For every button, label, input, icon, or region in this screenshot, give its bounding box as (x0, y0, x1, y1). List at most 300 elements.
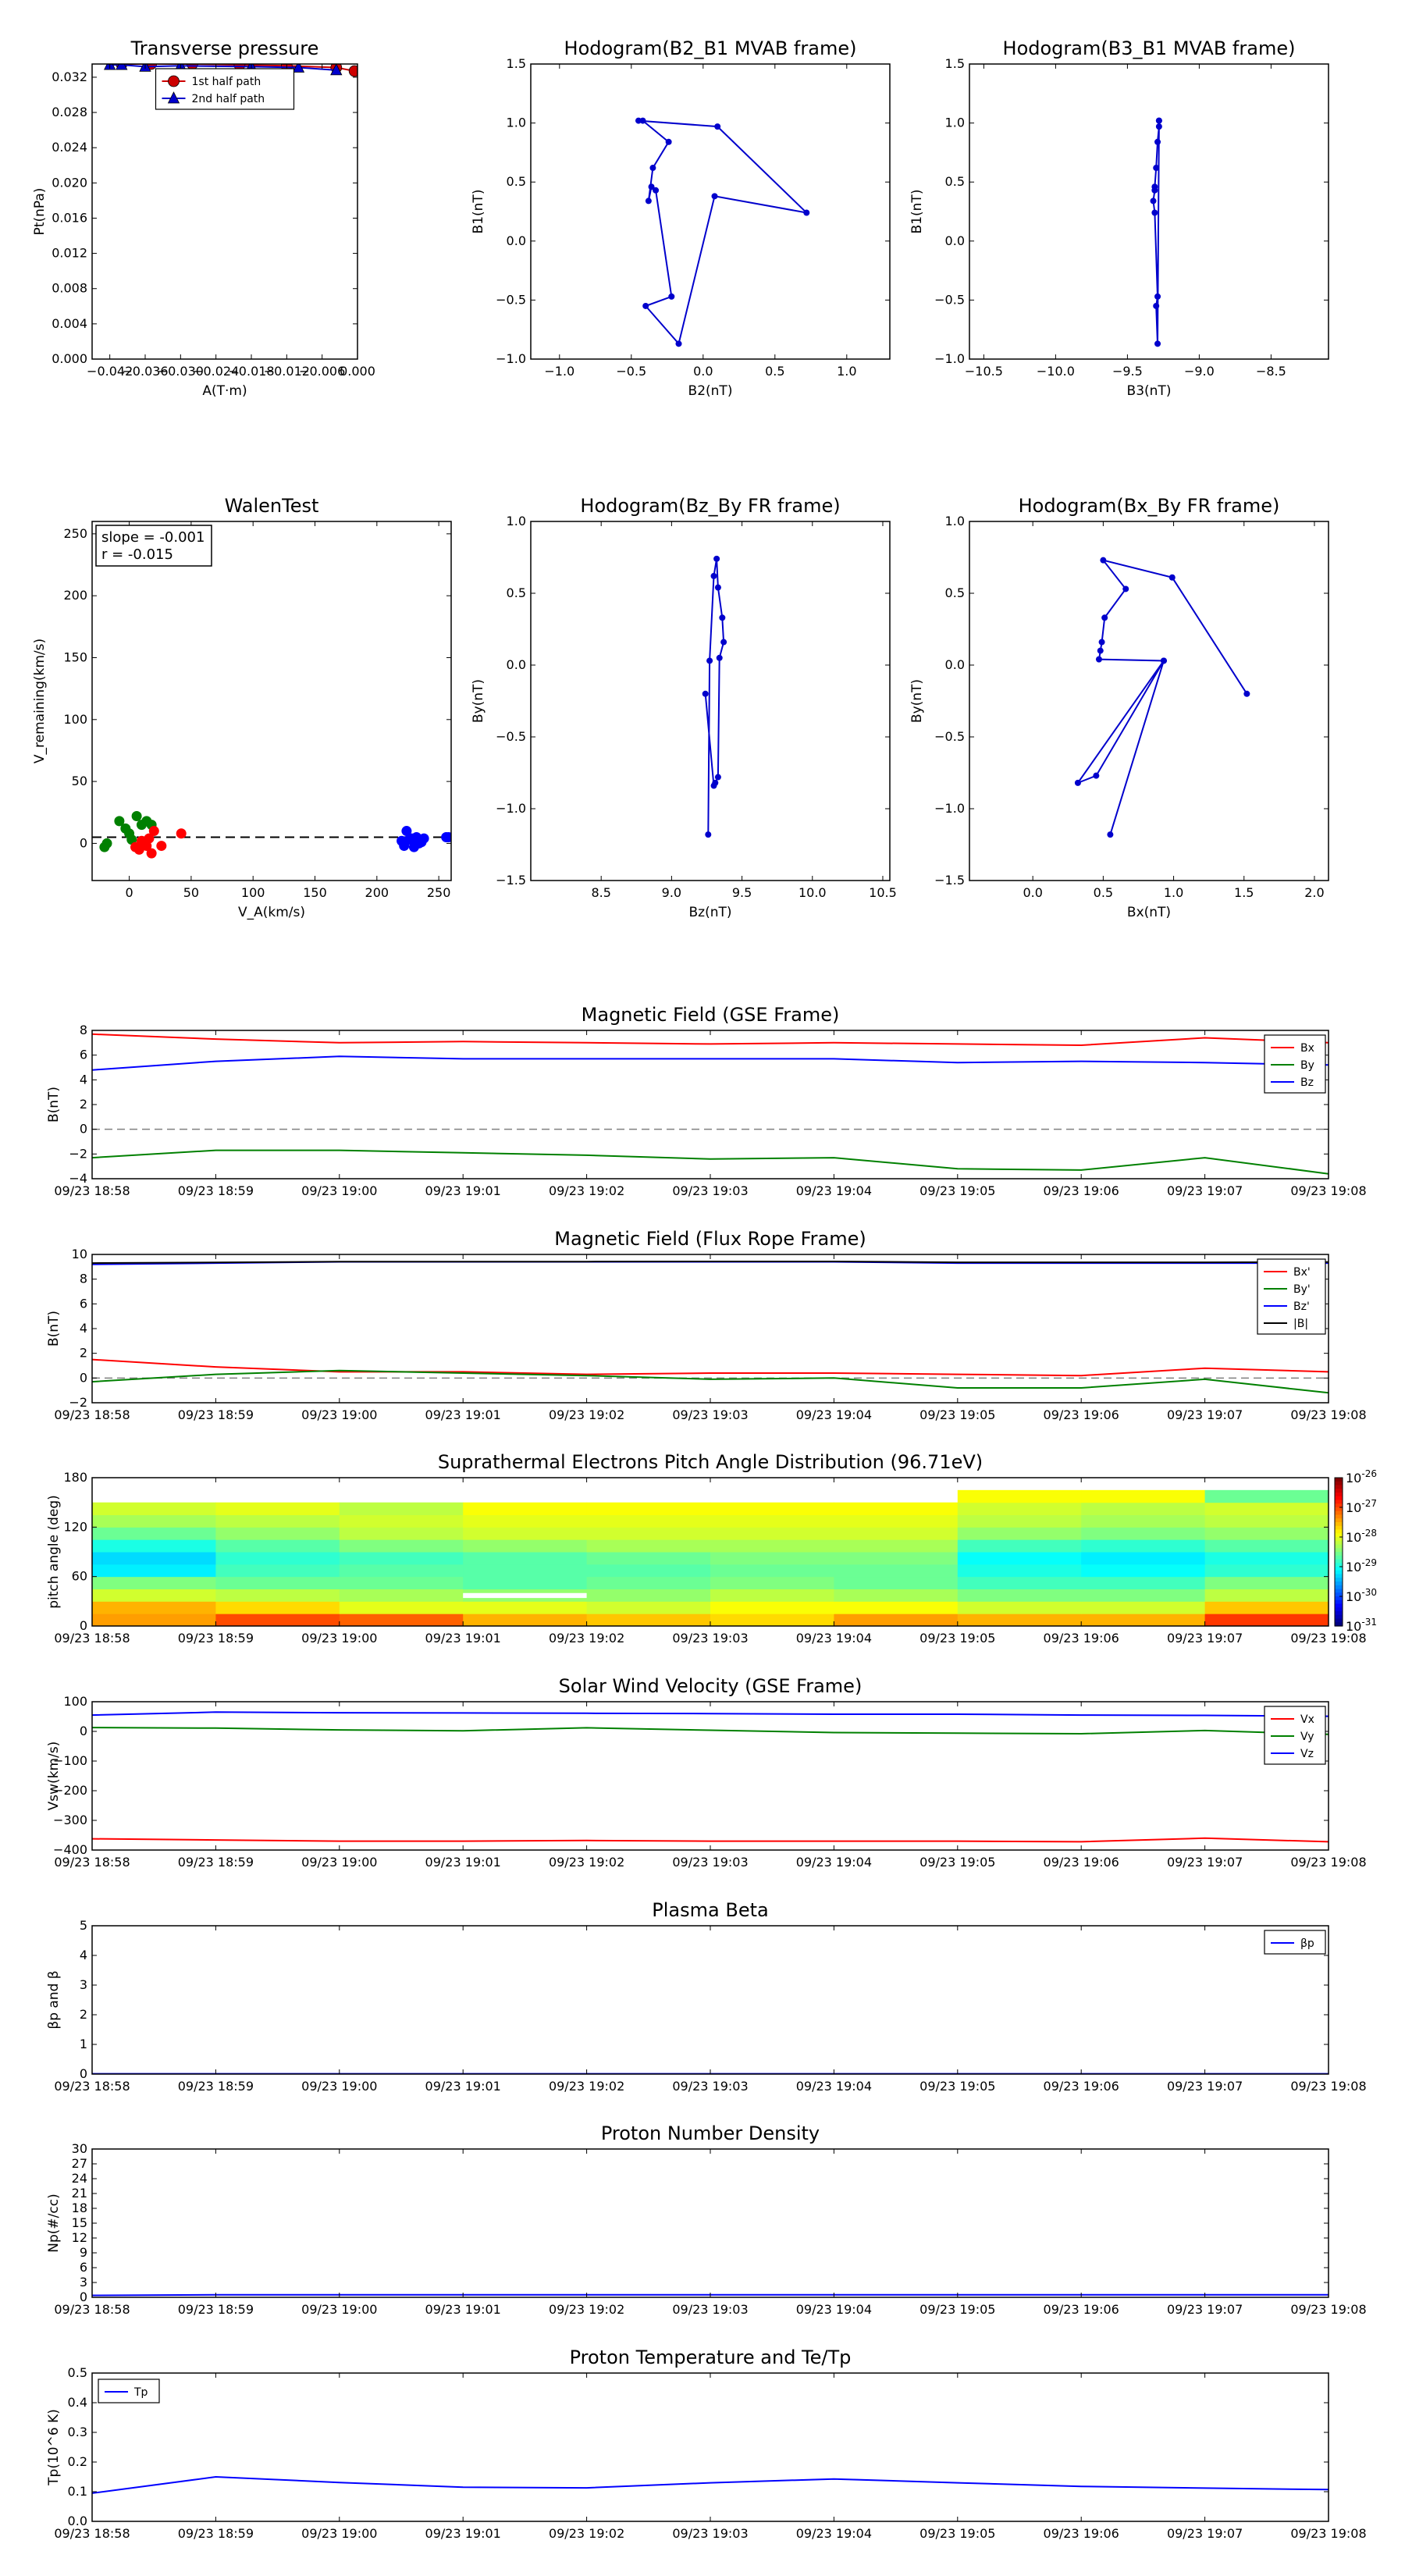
x-tick-label: 09/23 19:07 (1166, 1631, 1243, 1646)
y-tick-label: −1.0 (934, 801, 965, 816)
y-tick-label: −2 (69, 1146, 87, 1162)
x-tick-label: 09/23 19:08 (1290, 2526, 1367, 2541)
y-tick-label: 0.4 (67, 2395, 87, 2410)
y-tick-label: 4 (79, 1321, 87, 1336)
x-tick-label: 250 (426, 885, 451, 900)
colorbar-segment (1335, 1478, 1343, 1482)
heatmap-cell (1205, 1614, 1329, 1626)
y-tick-label: 0.0 (944, 657, 965, 672)
heatmap-cell (215, 1601, 340, 1614)
legend-marker (169, 76, 180, 87)
x-tick-label: 09/23 19:03 (672, 1631, 749, 1646)
series-0-point (1154, 294, 1161, 300)
y-axis-label: Pt(nPa) (32, 187, 48, 236)
legend (1264, 1706, 1325, 1764)
y-tick-label: 0 (79, 835, 87, 851)
x-tick-label: 2.0 (1304, 885, 1325, 900)
legend-label: 2nd half path (191, 93, 265, 105)
heatmap-cell (215, 1614, 340, 1626)
x-tick-label: 09/23 19:00 (301, 1407, 378, 1422)
y-tick-label: 18 (71, 2201, 87, 2215)
colorbar-segment (1335, 1515, 1343, 1519)
series-0-point (1169, 575, 1176, 581)
heatmap-cell (958, 1614, 1082, 1626)
y-tick-label: −1.5 (934, 873, 965, 888)
x-tick-label: 09/23 19:05 (919, 1631, 996, 1646)
heatmap-cell (215, 1539, 340, 1552)
colorbar-segment (1335, 1600, 1343, 1604)
annotation-line: slope = -0.001 (101, 529, 205, 546)
x-tick-label: 09/23 18:58 (54, 1407, 130, 1422)
heatmap-cell (92, 1589, 216, 1602)
y-tick-label: 100 (63, 1694, 87, 1709)
x-axis-label: B3(nT) (1126, 383, 1172, 399)
series-0-point (719, 614, 725, 621)
y-tick-label: 2 (79, 2007, 87, 2022)
colorbar-segment (1335, 1537, 1343, 1541)
colorbar-tick-base: 10 (1346, 1530, 1362, 1545)
chart-title: Magnetic Field (GSE Frame) (581, 1004, 840, 1026)
colorbar-tick-base: 10 (1346, 1471, 1362, 1485)
y-tick-label: 0.0 (506, 657, 526, 672)
colorbar-segment (1335, 1482, 1343, 1485)
heatmap-cell (958, 1552, 1082, 1564)
series-0-point (1097, 648, 1104, 654)
series-0-point (1153, 303, 1159, 309)
heatmap-cell (340, 1564, 464, 1577)
series-0-point (1122, 585, 1129, 592)
heatmap-cell (340, 1552, 464, 1564)
x-tick-label: 1.5 (1234, 885, 1254, 900)
legend-label: Vx (1300, 1713, 1314, 1726)
colorbar-segment (1335, 1574, 1343, 1578)
y-axis-label: V_remaining(km/s) (32, 638, 48, 764)
x-tick-label: 50 (183, 885, 200, 900)
series-0-point (715, 585, 721, 591)
heatmap-cell (710, 1527, 834, 1539)
y-tick-label: 15 (71, 2215, 87, 2230)
heatmap-cell (1205, 1527, 1329, 1539)
heatmap-cell (340, 1515, 464, 1528)
x-axis-label: V_A(km/s) (237, 905, 306, 920)
series-0-point (640, 118, 646, 124)
heatmap-cell (1081, 1552, 1205, 1564)
chart-title: Hodogram(Bz_By FR frame) (580, 495, 841, 517)
y-tick-label: 1.5 (944, 56, 965, 71)
heatmap-cell (92, 1515, 216, 1528)
series-0-point (711, 573, 717, 579)
heatmap-cell (834, 1577, 958, 1589)
x-tick-label: 09/23 18:58 (54, 2302, 130, 2317)
legend-label: Bx (1300, 1042, 1314, 1055)
x-tick-label: 09/23 19:07 (1166, 1855, 1243, 1870)
heatmap-cell (215, 1503, 340, 1515)
heatmap-cell (587, 1564, 711, 1577)
heatmap-cell (215, 1515, 340, 1528)
x-tick-label: −8.5 (1255, 364, 1286, 379)
series-0-point (713, 556, 720, 562)
heatmap-cell (215, 1564, 340, 1577)
heatmap-cell (834, 1515, 958, 1528)
y-tick-label: 0.2 (67, 2454, 87, 2469)
y-tick-label: 4 (79, 1072, 87, 1087)
colorbar-segment (1335, 1571, 1343, 1574)
x-tick-label: 09/23 19:00 (301, 2079, 378, 2094)
x-tick-label: 09/23 18:59 (177, 1183, 254, 1198)
colorbar-tick-base: 10 (1346, 1619, 1362, 1634)
x-tick-label: 09/23 19:08 (1290, 2079, 1367, 2094)
colorbar-segment (1335, 1541, 1343, 1545)
y-tick-label: −0.5 (934, 729, 965, 744)
y-tick-label: 8 (79, 1271, 87, 1286)
legend-label: Tp (134, 2386, 148, 2399)
legend (98, 2379, 159, 2403)
heatmap-cell (92, 1601, 216, 1614)
y-axis-label: pitch angle (deg) (46, 1495, 62, 1609)
heatmap-cell (710, 1614, 834, 1626)
colorbar-segment (1335, 1578, 1343, 1582)
y-tick-label: 0 (79, 1724, 87, 1738)
colorbar-tick-exp: -27 (1361, 1498, 1377, 1509)
y-tick-label: 60 (71, 1568, 87, 1584)
y-tick-label: 0 (79, 1370, 87, 1386)
x-tick-label: 09/23 19:01 (425, 2526, 501, 2541)
heatmap-blank (463, 1593, 586, 1598)
y-tick-label: 0.5 (944, 585, 965, 600)
x-tick-label: 09/23 19:01 (425, 1855, 501, 1870)
legend-label: By (1300, 1059, 1314, 1072)
x-tick-label: 09/23 19:02 (548, 2302, 625, 2317)
x-tick-label: 09/23 19:03 (672, 1183, 749, 1198)
x-tick-label: 09/23 18:59 (177, 2079, 254, 2094)
series-0-point (1075, 780, 1081, 786)
y-tick-label: 0 (79, 2066, 87, 2081)
heatmap-cell (92, 1527, 216, 1539)
y-tick-label: 2 (79, 1345, 87, 1361)
colorbar-segment (1335, 1552, 1343, 1556)
x-tick-label: 09/23 19:04 (795, 1183, 873, 1198)
colorbar-segment (1335, 1596, 1343, 1600)
series-0-point (102, 838, 112, 848)
colorbar-segment (1335, 1526, 1343, 1530)
heatmap-cell (834, 1527, 958, 1539)
series-0-point (1093, 773, 1099, 779)
heatmap-cell (463, 1539, 587, 1552)
y-tick-label: −1.5 (496, 873, 526, 888)
colorbar-segment (1335, 1604, 1343, 1608)
heatmap-cell (1081, 1589, 1205, 1602)
heatmap-cell (340, 1539, 464, 1552)
colorbar-segment (1335, 1485, 1343, 1489)
y-tick-label: 0.032 (52, 69, 87, 84)
y-tick-label: 4 (79, 1948, 87, 1962)
y-tick-label: 0.5 (67, 2365, 87, 2380)
colorbar-segment (1335, 1493, 1343, 1496)
y-tick-label: 6 (79, 2260, 87, 2275)
heatmap-cell (1205, 1552, 1329, 1564)
heatmap-cell (1081, 1503, 1205, 1515)
y-tick-label: 1 (79, 2037, 87, 2051)
heatmap-cell (710, 1552, 834, 1564)
x-tick-label: 09/23 19:03 (672, 1407, 749, 1422)
colorbar-tick-exp: -30 (1361, 1587, 1377, 1598)
series-0-point (706, 657, 713, 664)
series-0-point (1151, 210, 1158, 216)
x-tick-label: 09/23 19:08 (1290, 1855, 1367, 1870)
annotation-line: r = -0.015 (101, 546, 173, 563)
x-tick-label: 09/23 19:01 (425, 2302, 501, 2317)
x-tick-label: 09/23 19:07 (1166, 2302, 1243, 2317)
x-tick-label: 0.0 (1023, 885, 1043, 900)
y-tick-label: 0 (79, 1618, 87, 1633)
heatmap-cell (1205, 1601, 1329, 1614)
x-tick-label: 09/23 19:08 (1290, 1407, 1367, 1422)
heatmap-cell (958, 1490, 1082, 1503)
series-0-point (720, 639, 727, 646)
heatmap-cell (1205, 1564, 1329, 1577)
heatmap-cell (215, 1527, 340, 1539)
series-0-point (1154, 139, 1161, 145)
y-axis-label: Np(#/cc) (46, 2194, 62, 2253)
x-tick-label: 09/23 19:02 (548, 1855, 625, 1870)
colorbar-segment (1335, 1522, 1343, 1526)
y-axis-label: B1(nT) (471, 189, 486, 234)
chart-title: Solar Wind Velocity (GSE Frame) (558, 1675, 863, 1697)
colorbar-segment (1335, 1548, 1343, 1552)
x-tick-label: 09/23 19:08 (1290, 2302, 1367, 2317)
heatmap-cell (710, 1539, 834, 1552)
colorbar-segment (1335, 1489, 1343, 1493)
legend-label: Bz' (1293, 1300, 1310, 1313)
series-0-point (1151, 187, 1158, 194)
series-0-point (646, 197, 652, 204)
heatmap-cell (834, 1552, 958, 1564)
y-tick-label: 0.0 (67, 2514, 87, 2528)
chart-title: Hodogram(Bx_By FR frame) (1018, 495, 1280, 517)
x-tick-label: 09/23 19:07 (1166, 2079, 1243, 2094)
heatmap-cell (1205, 1515, 1329, 1528)
x-tick-label: 100 (240, 885, 265, 900)
heatmap-cells (92, 1490, 1329, 1627)
x-tick-label: 09/23 19:06 (1043, 1855, 1119, 1870)
y-axis-label: βp and β (46, 1970, 62, 2030)
heatmap-cell (958, 1527, 1082, 1539)
x-tick-label: −0.036 (122, 364, 169, 379)
y-tick-label: 6 (79, 1047, 87, 1062)
series-1-point (176, 829, 186, 838)
heatmap-cell (1205, 1539, 1329, 1552)
series-0-point (1156, 118, 1162, 124)
colorbar-segment (1335, 1560, 1343, 1564)
colorbar-segment (1335, 1585, 1343, 1589)
legend (1257, 1259, 1325, 1334)
x-tick-label: 09/23 18:59 (177, 2302, 254, 2317)
x-tick-label: −9.5 (1112, 364, 1143, 379)
heatmap-cell (1205, 1503, 1329, 1515)
x-tick-label: 09/23 19:00 (301, 1855, 378, 1870)
heatmap-cell (1081, 1539, 1205, 1552)
heatmap-cell (92, 1539, 216, 1552)
chart-title: Plasma Beta (652, 1899, 769, 1921)
heatmap-cell (340, 1503, 464, 1515)
x-tick-label: −9.0 (1183, 364, 1215, 379)
series-0-point (1153, 165, 1159, 171)
x-tick-label: 09/23 19:08 (1290, 1183, 1367, 1198)
heatmap-cell (92, 1577, 216, 1589)
heatmap-cell (834, 1503, 958, 1515)
heatmap-cell (587, 1601, 711, 1614)
colorbar-segment (1335, 1615, 1343, 1619)
x-tick-label: 09/23 18:58 (54, 1631, 130, 1646)
y-axis-label: By(nT) (909, 678, 925, 724)
series-0-point (717, 655, 723, 661)
y-tick-label: 0.5 (506, 585, 526, 600)
x-tick-label: 0 (125, 885, 133, 900)
heatmap-cell (340, 1577, 464, 1589)
colorbar-tick-base: 10 (1346, 1589, 1362, 1604)
colorbar-tick-exp: -28 (1361, 1528, 1377, 1539)
colorbar-tick-base: 10 (1346, 1500, 1362, 1515)
x-tick-label: 09/23 19:04 (795, 2302, 873, 2317)
y-tick-label: 21 (71, 2186, 87, 2201)
x-tick-label: 09/23 19:03 (672, 2526, 749, 2541)
series-1-point (147, 849, 156, 858)
x-tick-label: 09/23 18:59 (177, 1407, 254, 1422)
x-tick-label: 1.0 (1163, 885, 1184, 900)
x-axis-label: Bx(nT) (1126, 905, 1172, 920)
x-axis-label: A(T·m) (202, 383, 247, 399)
colorbar-segment (1335, 1607, 1343, 1611)
x-tick-label: 09/23 19:02 (548, 2079, 625, 2094)
x-tick-label: −10.0 (1036, 364, 1075, 379)
y-tick-label: 1.0 (944, 514, 965, 528)
series-0-point (1107, 831, 1113, 838)
y-tick-label: −0.5 (496, 729, 526, 744)
chart-title: Magnetic Field (Flux Rope Frame) (554, 1228, 866, 1250)
series-0-point (676, 340, 682, 347)
x-tick-label: 09/23 18:58 (54, 2079, 130, 2094)
heatmap-cell (958, 1577, 1082, 1589)
y-tick-label: 0.004 (52, 315, 87, 331)
chart-title: Hodogram(B3_B1 MVAB frame) (1002, 37, 1296, 59)
heatmap-cell (958, 1503, 1082, 1515)
heatmap-cell (340, 1601, 464, 1614)
x-tick-label: 10.5 (869, 885, 897, 900)
heatmap-cell (958, 1564, 1082, 1577)
colorbar-segment (1335, 1500, 1343, 1504)
x-tick-label: 0.000 (340, 364, 375, 379)
x-tick-label: 1.0 (837, 364, 857, 379)
heatmap-cell (1205, 1490, 1329, 1503)
series-0-point (803, 210, 809, 216)
y-tick-label: 1.0 (506, 514, 526, 528)
x-tick-label: 09/23 18:59 (177, 1631, 254, 1646)
x-tick-label: 09/23 19:01 (425, 1183, 501, 1198)
y-axis-label: Tp(10^6 K) (46, 2409, 62, 2485)
y-tick-label: 150 (63, 649, 87, 665)
y-tick-label: 6 (79, 1296, 87, 1311)
heatmap-cell (463, 1577, 587, 1589)
colorbar-segment (1335, 1507, 1343, 1511)
x-tick-label: 09/23 19:03 (672, 2079, 749, 2094)
x-tick-label: 09/23 18:59 (177, 2526, 254, 2541)
heatmap-cell (340, 1614, 464, 1626)
heatmap-cell (215, 1577, 340, 1589)
x-tick-label: 0.5 (1093, 885, 1114, 900)
y-tick-label: −2 (69, 1395, 87, 1410)
x-tick-label: 09/23 19:04 (795, 1631, 873, 1646)
x-tick-label: 09/23 19:02 (548, 1631, 625, 1646)
series-0-point (1099, 639, 1105, 646)
heatmap-cell (92, 1552, 216, 1564)
y-tick-label: 0.000 (52, 351, 87, 366)
legend (1264, 1035, 1325, 1093)
x-tick-label: 200 (365, 885, 389, 900)
colorbar-segment (1335, 1530, 1343, 1534)
chart-title: Hodogram(B2_B1 MVAB frame) (564, 37, 857, 59)
x-tick-label: 09/23 18:59 (177, 1855, 254, 1870)
x-tick-label: 09/23 19:06 (1043, 1631, 1119, 1646)
heatmap-cell (1081, 1564, 1205, 1577)
x-tick-label: 09/23 19:06 (1043, 1407, 1119, 1422)
legend-label: Bx' (1293, 1266, 1311, 1279)
heatmap-cell (1081, 1515, 1205, 1528)
x-tick-label: 8.5 (591, 885, 611, 900)
y-tick-label: 100 (63, 711, 87, 727)
y-tick-label: −0.5 (496, 292, 526, 308)
x-axis-label: B2(nT) (688, 383, 733, 399)
y-tick-label: 0.012 (52, 245, 87, 261)
colorbar-segment (1335, 1582, 1343, 1585)
y-tick-label: −4 (69, 1171, 87, 1186)
legend-label: βp (1300, 1937, 1314, 1950)
y-tick-label: 12 (71, 2230, 87, 2245)
heatmap-cell (958, 1515, 1082, 1528)
heatmap-cell (834, 1614, 958, 1626)
heatmap-cell (587, 1577, 711, 1589)
heatmap-cell (834, 1589, 958, 1602)
y-tick-label: 1.0 (506, 115, 526, 130)
x-tick-label: 09/23 19:04 (795, 2526, 873, 2541)
x-tick-label: 9.0 (661, 885, 682, 900)
x-tick-label: −1.0 (544, 364, 575, 379)
series-0-point (1100, 557, 1106, 564)
series-0-point (1151, 197, 1157, 204)
heatmap-cell (463, 1564, 587, 1577)
x-tick-label: −0.042 (87, 364, 133, 379)
x-tick-label: 09/23 19:01 (425, 1631, 501, 1646)
y-tick-label: 24 (71, 2171, 87, 2186)
x-tick-label: 9.5 (731, 885, 752, 900)
y-tick-label: −1.0 (496, 801, 526, 816)
x-tick-label: 09/23 19:05 (919, 2079, 996, 2094)
series-0-point (702, 691, 709, 697)
heatmap-cell (710, 1515, 834, 1528)
y-tick-label: 50 (71, 774, 87, 789)
heatmap-cell (710, 1564, 834, 1577)
legend-label: Vz (1300, 1748, 1314, 1760)
heatmap-cell (834, 1564, 958, 1577)
heatmap-cell (834, 1601, 958, 1614)
colorbar-segment (1335, 1556, 1343, 1560)
x-tick-label: 09/23 18:58 (54, 2526, 130, 2541)
heatmap-cell (1081, 1601, 1205, 1614)
y-axis-label: Vsw(km/s) (46, 1741, 62, 1811)
series-0-point (649, 165, 656, 171)
heatmap-cell (1081, 1614, 1205, 1626)
heatmap-cell (834, 1539, 958, 1552)
legend-label: 1st half path (191, 76, 261, 88)
